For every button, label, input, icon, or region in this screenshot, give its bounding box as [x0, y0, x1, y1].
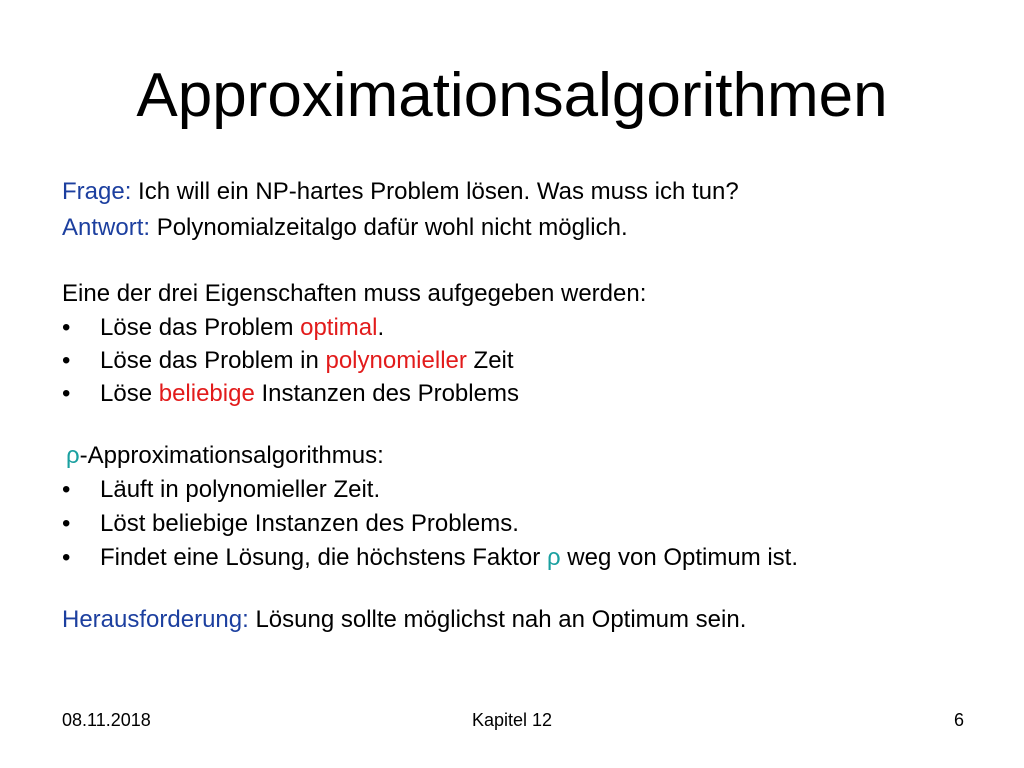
challenge-text: Lösung sollte möglichst nah an Optimum sein. — [248, 606, 747, 633]
rho-heading — [66, 440, 384, 472]
answer-text: Polynomialzeitalgo dafür wohl nicht möglich. — [150, 214, 628, 241]
bullet-marker: • — [62, 510, 71, 537]
bullet-highlight: beliebige — [158, 380, 255, 407]
bullet-text-pre: Löse das Problem — [100, 314, 301, 341]
bullet-text-post: Instanzen des Problems — [254, 380, 519, 407]
bullet-factor-rho — [62, 542, 798, 574]
bullet-text-pre: Löse — [100, 380, 159, 407]
bullet-text-post: weg von Optimum ist. — [560, 544, 799, 571]
footer-chapter: Kapitel 12 — [471, 710, 553, 730]
bullet-highlight: polynomieller — [325, 347, 467, 374]
bullet-text: Löst beliebige Instanzen des Problems. — [100, 510, 519, 537]
bullet-marker: • — [62, 476, 71, 503]
bullet-marker: • — [62, 380, 71, 407]
question-line — [62, 176, 739, 208]
bullet-highlight: optimal — [300, 314, 378, 341]
bullet-arbitrary — [62, 378, 519, 410]
challenge-label: Herausforderung: — [62, 606, 249, 633]
bullet-text-pre: Löse das Problem in — [100, 347, 326, 374]
footer-date: 08.11.2018 — [62, 710, 151, 730]
bullet-marker: • — [62, 347, 71, 374]
challenge-line — [62, 604, 746, 636]
answer-line — [62, 212, 628, 244]
rho-heading-text: -Approximationsalgorithmus: — [79, 442, 384, 469]
bullet-text-post: . — [377, 314, 385, 341]
bullet-text-post: Zeit — [466, 347, 514, 374]
rho-symbol: ρ — [546, 544, 561, 571]
bullet-optimal — [62, 312, 384, 344]
rho-symbol: ρ — [66, 442, 80, 469]
bullet-polynomial — [62, 345, 514, 377]
properties-intro: Eine der drei Eigenschaften muss aufgegeben werden: — [62, 280, 647, 307]
question-text: Ich will ein NP-hartes Problem lösen. Was muss ich tun? — [131, 178, 739, 205]
answer-label: Antwort: — [62, 214, 151, 241]
slide-title: Approximationsalgorithmen — [136, 61, 888, 130]
bullet-text: Läuft in polynomieller Zeit. — [100, 476, 381, 503]
question-label: Frage: — [62, 178, 132, 205]
bullet-marker: • — [62, 544, 71, 571]
footer-page-number: 6 — [953, 710, 964, 730]
bullet-marker: • — [62, 314, 71, 341]
bullet-runs-polynomial — [62, 474, 380, 506]
bullet-text-pre: Findet eine Lösung, die höchstens Faktor — [100, 544, 547, 571]
bullet-solves-arbitrary — [62, 508, 519, 540]
